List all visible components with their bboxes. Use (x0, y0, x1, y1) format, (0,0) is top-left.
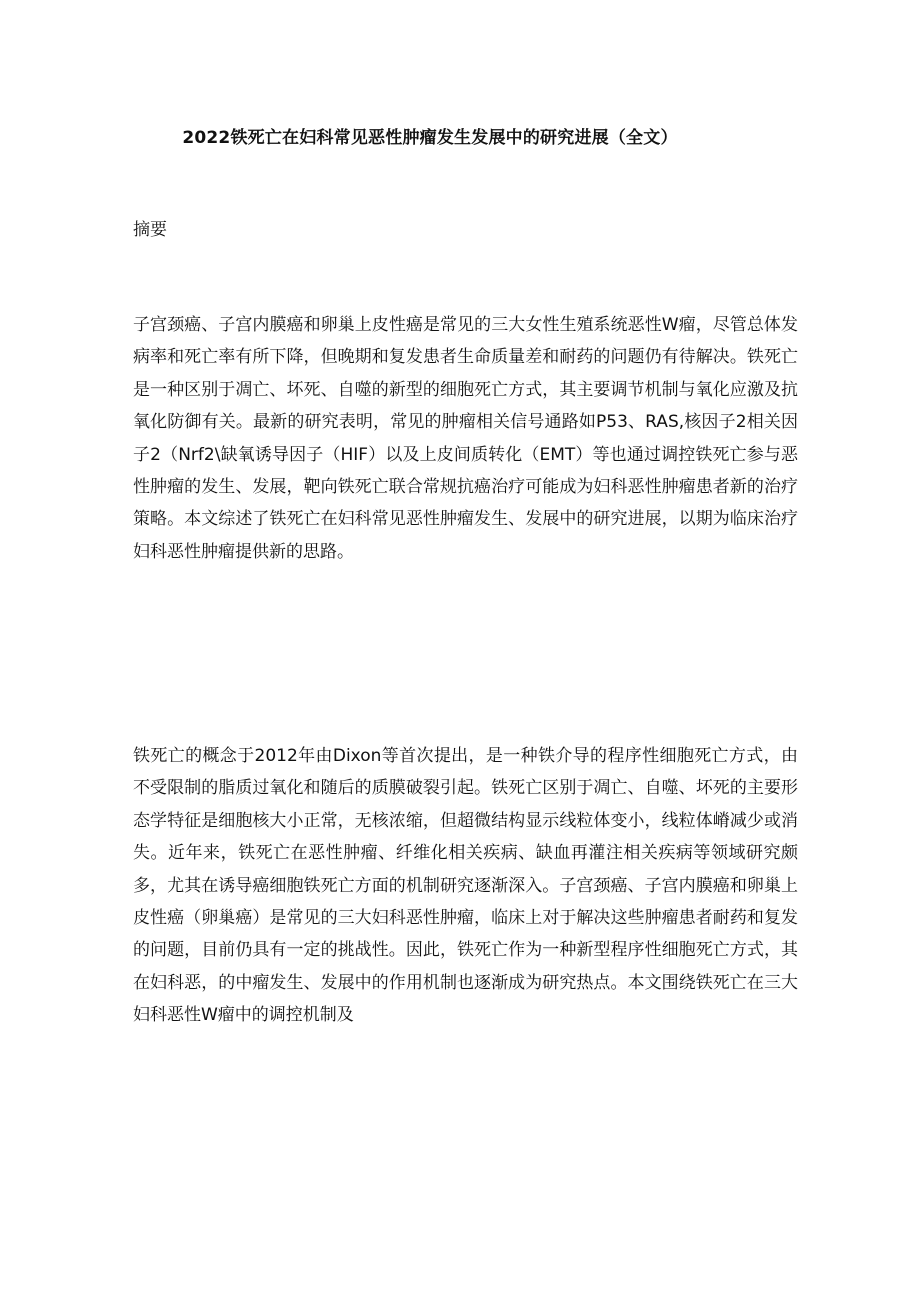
document-title: 2022铁死亡在妇科常见恶性肿瘤发生发展中的研究进展（全文） (182, 128, 678, 148)
abstract-paragraph: 子宫颈癌、子宫内膜癌和卵巢上皮性癌是常见的三大女性生殖系统恶性W瘤，尽管总体发病率和死亡率有所下降，但晚期和复发患者生命质量差和耐药的问题仍有待解决。铁死亡是一种区别于凋亡、坏死、自噬的新型的细胞死亡方式，其主要调节机制与氧化应激及抗氧化防御有关。最新的研究表明，常见的肿瘤相关信号通路如P53、RAS,核因子2相关因子2（Nrf2\缺氧诱导因子（HIF）以及上皮间质转化（EMT）等也通过调控铁死亡参与恶性肿瘤的发生、发展，靶向铁死亡联合常规抗癌治疗可能成为妇科恶性肿瘤患者新的治疗策略。本文综述了铁死亡在妇科常见恶性肿瘤发生、发展中的研究进展，以期为临床治疗妇科恶性肿瘤提供新的思路。 (133, 315, 798, 562)
abstract-heading: 摘要 (133, 220, 167, 240)
body-paragraph: 铁死亡的概念于2012年由Dixon等首次提出，是一种铁介导的程序性细胞死亡方式，由不受限制的脂质过氧化和随后的质膜破裂引起。铁死亡区别于凋亡、自噬、坏死的主要形态学特征是细胞核大小正常，无核浓缩，但超微结构显示线粒体变小，线粒体嵴减少或消失。近年来，铁死亡在恶性肿瘤、纤维化相关疾病、缺血再灌注相关疾病等领域研究颇多，尤其在诱导癌细胞铁死亡方面的机制研究逐渐深入。子宫颈癌、子宫内膜癌和卵巢上皮性癌（卵巢癌）是常见的三大妇科恶性肿瘤，临床上对于解决这些肿瘤患者耐药和复发的问题，目前仍具有一定的挑战性。因此，铁死亡作为一种新型程序性细胞死亡方式，其在妇科恶，的中瘤发生、发展中的作用机制也逐渐成为研究热点。本文围绕铁死亡在三大妇科恶性W瘤中的调控机制及 (133, 746, 798, 1026)
